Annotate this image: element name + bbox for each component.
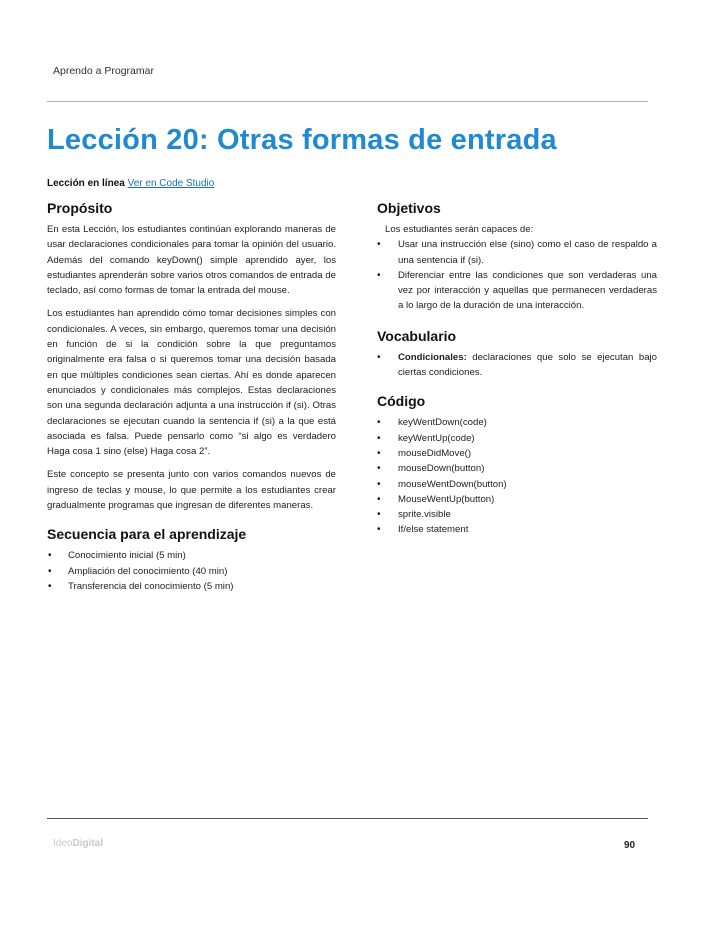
list-item: • mouseWentDown(button): [377, 477, 657, 492]
list-item: • Usar una instrucción else (sino) como el caso de respaldo a una sentencia if (si).: [377, 239, 657, 266]
objetivos-intro: Los estudiantes serán capaces de:: [385, 224, 534, 235]
vocabulario-heading: Vocabulario: [377, 327, 457, 344]
online-lesson-line: [47, 178, 214, 189]
bullet-icon: •: [377, 417, 381, 429]
bullet-icon: •: [377, 463, 381, 475]
proposito-paragraph: Los estudiantes han aprendido cómo tomar decisiones simples con condicionales. A veces, sin embargo, queremos tomar una decisión en función de si la condición sobre la que preguntamos originalmente era falsa o si queremos tomar una decisión basada en que múltiples condiciones sean ciertas. Ahí es donde aparecen enunciados y condicionales más complejos. Estas declaraciones son una segunda declaración adjunta a una instrucción if (si). Otras declaraciones se ejecutan cuando la sentencia if (si) a la que está asociada es falsa. Puede pensarlo como “si algo es verdadero Haga cosa 1 sino (else) Haga cosa 2”.: [47, 308, 336, 458]
list-item: • Ampliación del conocimiento (40 min): [47, 564, 336, 579]
list-item: • Conocimiento inicial (5 min): [47, 548, 336, 563]
list-item: • mouseDown(button): [377, 461, 657, 476]
codigo-list: [377, 415, 657, 537]
left-column: [47, 200, 336, 604]
bullet-icon: •: [377, 351, 381, 363]
list-item: • Condicionales: declaraciones que solo se ejecutan bajo ciertas condiciones.: [377, 351, 657, 379]
codigo-heading: Código: [377, 393, 426, 410]
list-item: • mouseDidMove(): [377, 446, 657, 461]
bullet-icon: •: [48, 565, 52, 577]
bullet-icon: •: [377, 239, 381, 251]
bullet-icon: •: [377, 447, 381, 459]
vocabulario-list: [377, 350, 657, 381]
list-item: • keyWentDown(code): [377, 415, 657, 430]
page-title: Lección 20: Otras formas de entrada: [47, 124, 557, 156]
page-number: 90: [624, 840, 636, 851]
header-divider: [47, 101, 648, 102]
bullet-icon: •: [377, 509, 381, 521]
bullet-icon: •: [377, 524, 381, 536]
bullet-icon: •: [377, 493, 381, 505]
secuencia-list: [47, 548, 336, 594]
list-item: • Transferencia del conocimiento (5 min): [47, 579, 336, 594]
bullet-icon: •: [377, 478, 381, 490]
code-studio-link[interactable]: Ver en Code Studio: [127, 178, 215, 189]
right-column: [377, 200, 657, 548]
secuencia-heading: Secuencia para el aprendizaje: [47, 526, 247, 543]
running-header: Aprendo a Programar: [53, 65, 154, 77]
bullet-icon: •: [377, 432, 381, 444]
bullet-icon: •: [48, 550, 52, 562]
proposito-heading: Propósito: [47, 200, 113, 216]
online-lesson-label: Lección en línea: [47, 178, 125, 189]
brand-logo: IdeoDigital: [53, 838, 104, 849]
list-item: • MouseWentUp(button): [377, 492, 657, 507]
footer-divider: [47, 818, 648, 819]
list-item: • sprite.visible: [377, 507, 657, 522]
objetivos-heading: Objetivos: [377, 200, 441, 216]
bullet-icon: •: [48, 580, 52, 592]
proposito-paragraph: Este concepto se presenta junto con varios comandos nuevos de ingreso de teclas y mouse, lo que permite a los estudiantes crear gradualmente programas que ingresan de diferentes maneras.: [47, 469, 336, 512]
proposito-paragraph: En esta Lección, los estudiantes continúan explorando maneras de usar declaraciones condicionales para tomar la opinión del usuario. Además del comando keyDown() simple aprendido ayer, los estudiantes aprenderán sobre varios otros comandos de entrada de teclado, así como formas de tomar la entrada del mouse.: [47, 224, 336, 297]
objetivos-list: [377, 237, 657, 313]
list-item: • Diferenciar entre las condiciones que son verdaderas una vez por interacción y aquellas que permanecen verdaderas a lo largo de la duración de una interacción.: [377, 269, 657, 312]
list-item: • If/else statement: [377, 522, 657, 537]
list-item: • keyWentUp(code): [377, 431, 657, 446]
bullet-icon: •: [377, 269, 381, 281]
